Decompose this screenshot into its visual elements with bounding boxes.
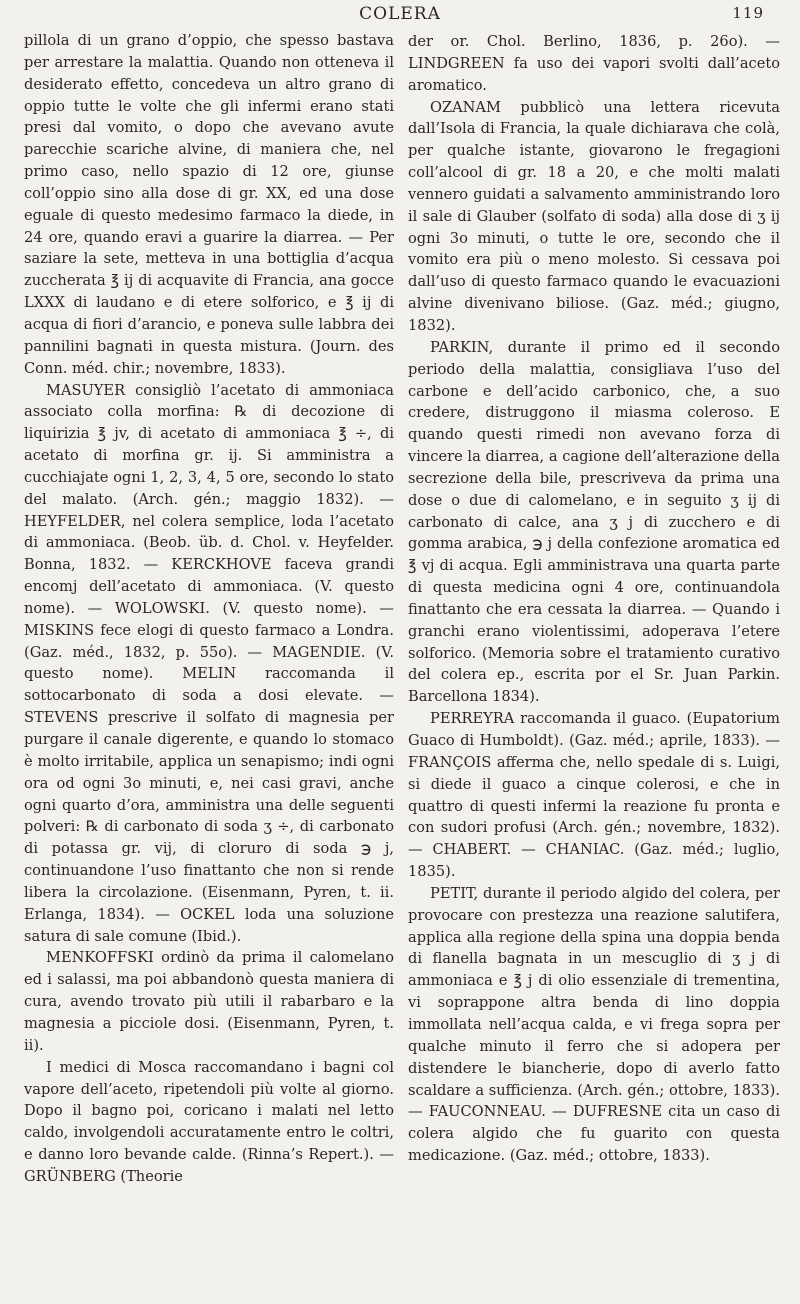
running-title: COLERA: [359, 4, 441, 24]
paragraph-menkoffski: MENKOFFSKI ordinò da prima il calomelano ed i salassi, ma poi abbandonò questa maniera di cura, avendo trovato più utili il rabarbaro e la magnesia a picciole dosi. (Eisenmann, Pyren, t. ii).: [24, 949, 394, 1054]
paragraph-ozanam: OZANAM pubblicò una lettera ricevuta dall’Isola di Francia, la quale dichiarava che colà, per qualche istante, giovarono le fregagioni coll’alcool di gr. 18 a 20, e che molti malati vennero guidati a salvamento amministrando loro il sale di Glauber (solfato di soda) alla dose di ʒ ij ogni 3o minuti, o tutte le ore, secondo che il vomito era più o meno molesto. Si cessava poi dall’uso di questo farmaco quando le evacuazioni alvine divenivano biliose. (Gaz. méd.; giugno, 1832).: [408, 98, 780, 334]
right-column: [408, 30, 780, 1167]
paragraph-parkin: PARKIN, durante il primo ed il secondo periodo della malattia, consigliava l’uso del carbone e dell’acido carbonico, che, a suo credere, distruggono il miasma coleroso. E quando questi rimedi non avevano forza di vincere la diarrea, a cagione dell’alterazione della secrezione della bile, prescriveva da prima una dose o due di calomelano, e in seguito ʒ ij di carbonato di calce, ana ʒ j di zucchero e di gomma arabica, ℈ j della confezione aromatica ed ℥ vj di acqua. Egli amministrava una quarta parte di questa medicina ogni 4 ore, continuandola finattanto che era cessata la diarrea. — Quando i granchi erano violentissimi, adoperava l’etere solforico. (Memoria sobre el tratamiento curativo del colera ep., escrita por el Sr. Juan Parkin. Barcellona 1834).: [408, 338, 780, 706]
paragraph-masuyer: MASUYER consigliò l’acetato di ammoniaca associato colla morfina: ℞ di decozione di liquirizia ℥ jv, di acetato di ammoniaca ℥ ÷, di acetato di morfina gr. ij. Si amministra a cucchiajate ogni 1, 2, 3, 4, 5 ore, secondo lo stato del malato. (Arch. gén.; maggio 1832). — HEYFELDER, nel colera semplice, loda l’acetato di ammoniaca. (Beob. üb. d. Chol. v. Heyfelder. Bonna, 1832. — KERCKHOVE faceva grandi encomj dell’acetato di ammoniaca. (V. questo nome). — WOLOWSKI. (V. questo nome). — MISKINS fece elogi di questo farmaco a Londra. (Gaz. méd., 1832, p. 55o). — MAGENDIE. (V. questo nome). MELIN raccomanda il sottocarbonato di soda a dosi elevate. — STEVENS prescrive il solfato di magnesia per purgare il canale digerente, e quando lo stomaco è molto irritabile, applica un senapismo; indi ogni ora od ogni 3o minuti, e, nei casi gravi, anche ogni quarto d’ora, amministra una delle seguenti polveri: ℞ di carbonato di soda ʒ ÷, di carbonato di potassa gr. vij, di cloruro di soda ℈ j, continuandone l’uso finattanto che non si rende libera la circolazione. (Eisenmann, Pyren, t. ii. Erlanga, 1834). — OCKEL loda una soluzione satura di sale comune (Ibid.).: [24, 381, 394, 945]
left-column: [24, 30, 394, 1188]
paragraph-petit: PETIT, durante il periodo algido del colera, per provocare con prestezza una reazione salutifera, applica alla regione della spina una doppia benda di flanella bagnata in un mescuglio di ʒ j di ammoniaca e ℥ j di olio essenziale di trementina, vi soprappone altra benda di lino doppia immollata nell’acqua calda, e vi frega sopra per qualche minuto il ferro che si adopera per distendere le biancherie, dopo di averlo fatto scaldare a sufficienza. (Arch. gén.; ottobre, 1833). — FAUCONNEAU. — DUFRESNE cita un caso di colera algido che fu guarito con questa medicazione. (Gaz. méd.; ottobre, 1833).: [408, 884, 780, 1165]
running-head: [0, 4, 800, 32]
paragraph-medici-di-mosca: I medici di Mosca raccomandano i bagni col vapore dell’aceto, ripetendoli più volte al giorno. Dopo il bagno poi, coricano i malati nel letto caldo, involgendoli accuratamente entro le coltri, e danno loro bevande calde. (Rinna’s Repert.). — GRÜNBERG (Theorie: [24, 1058, 394, 1185]
paragraph-continued: der or. Chol. Berlino, 1836, p. 26o). — LINDGREEN fa uso dei vapori svolti dall’aceto aromatico.: [408, 33, 780, 94]
paragraph-perreyra: PERREYRA raccomanda il guaco. (Eupatorium Guaco di Humboldt). (Gaz. méd.; aprile, 1833). — FRANÇOIS afferma che, nello spedale di s. Luigi, si diede il guaco a cinque colerosi, e che in quattro di questi infermi la reazione fu pronta e con sudori profusi (Arch. gén.; novembre, 1832). — CHABERT. — CHANIAC. (Gaz. méd.; luglio, 1835).: [408, 710, 780, 881]
page-number: 119: [732, 4, 764, 22]
paragraph-continued: pillola di un grano d’oppio, che spesso bastava per arrestare la malattia. Quando non otteneva il desiderato effetto, concedeva un altro grano di oppio tutte le volte che gli infermi erano stati presi dal vomito, o dopo che avevano avute parecchie scariche alvine, di maniera che, nel primo caso, nello spazio di 12 ore, giunse coll’oppio sino alla dose di gr. XX, ed una dose eguale di questo medesimo farmaco la diede, in 24 ore, quando eravi a guarire la diarrea. — Per saziare la sete, metteva in una bottiglia d’acqua zuccherata ℥ ij di acquavite di Francia, ana gocce LXXX di laudano e di etere solforico, e ℥ ij di acqua di fiori d’arancio, e poneva sulle labbra dei pannilini bagnati in questa mistura. (Journ. des Conn. méd. chir.; novembre, 1833).: [24, 32, 394, 377]
